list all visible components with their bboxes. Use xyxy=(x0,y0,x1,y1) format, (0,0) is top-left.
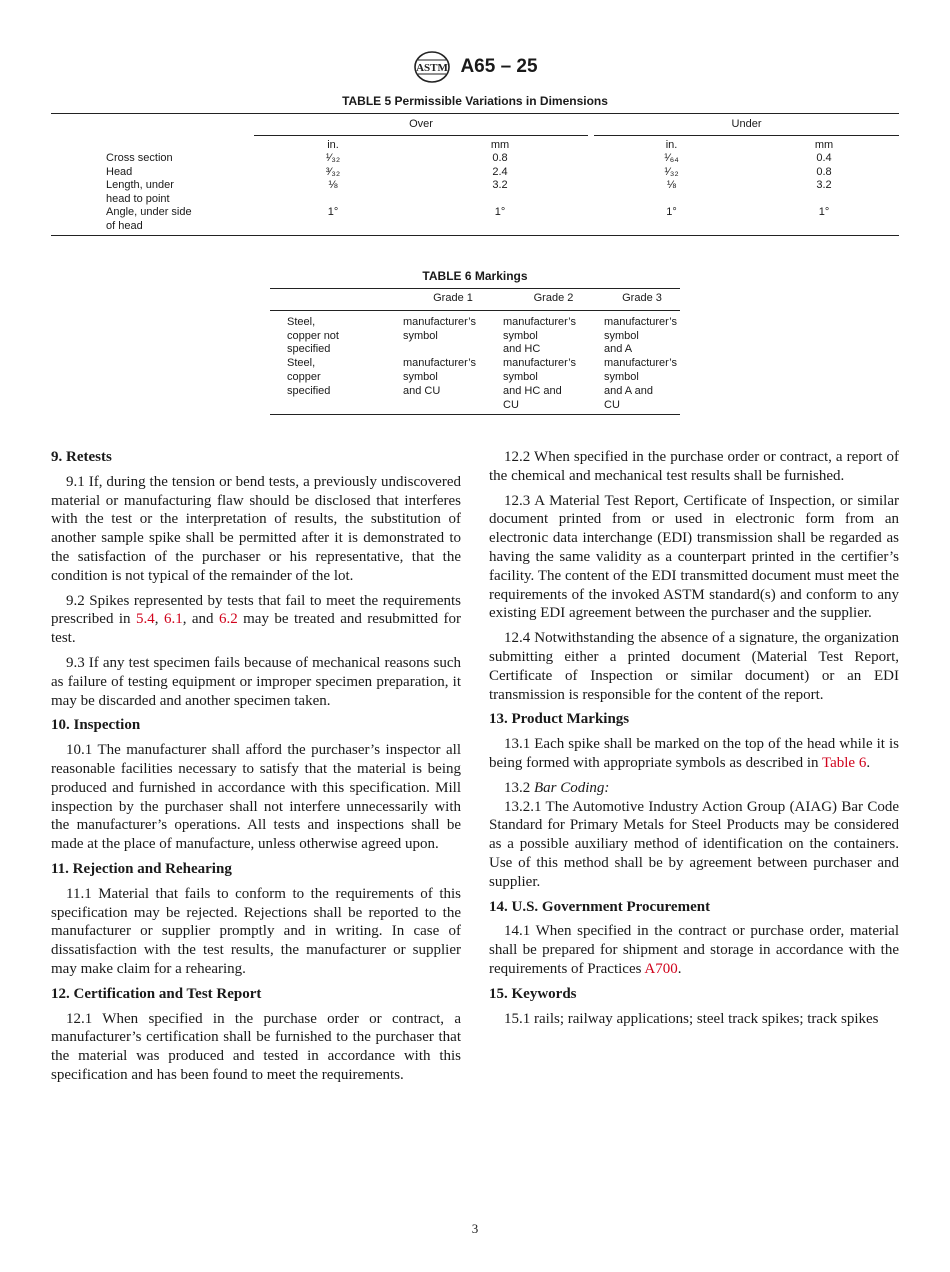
table6-line: copper not xyxy=(287,329,339,342)
table5-cell: 3.2 xyxy=(816,179,832,191)
table6-line: Steel, xyxy=(287,357,316,370)
table-row xyxy=(51,206,899,235)
table6-row-label xyxy=(270,357,403,414)
paragraph-13-2-1: 13.2.1 The Automotive Industry Action Group (AIAG) Bar Code Standard for Primary Metals for Steel Products may be considered as a possible auxiliary method of identification on the containers. Use of this method shall be by agreement between purchaser and supplier. xyxy=(489,798,899,890)
link-table-6[interactable]: Table 6 xyxy=(821,754,867,771)
paragraph-text: . xyxy=(677,960,682,977)
section-heading-rejection: 11. Rejection and Rehearing xyxy=(51,860,232,877)
table6-caption: TABLE 6 Markings xyxy=(422,269,528,283)
table5-cell: 0.8 xyxy=(492,152,508,164)
table6-cell xyxy=(403,357,503,414)
table6-cell xyxy=(604,310,680,357)
paragraph-10-1: 10.1 The manufacturer shall afford the purchaser’s inspector all reasonable facilities necessary to satisfy that the material is being produced and furnished in accordance with this specification. Mill inspection by the purchaser shall not interfere unnecessarily with the manufacturer’s operations. All tests and inspections shall be made at the place of manufacture, unless otherwise agreed upon. xyxy=(51,742,461,853)
table5-caption: TABLE 5 Permissible Variations in Dimensions xyxy=(342,94,608,108)
table5-row-label-line: of head xyxy=(106,219,143,232)
section-heading-inspection: 10. Inspection xyxy=(51,717,141,734)
table5-cell: ¹⁄₃₂ xyxy=(664,165,679,178)
table5-unit: in. xyxy=(327,138,339,151)
table5-cell: ¹⁄₃₂ xyxy=(325,152,341,164)
table6-line: symbol xyxy=(403,370,438,383)
table6-line: manufacturer’s xyxy=(604,315,677,328)
right-column xyxy=(489,448,899,1034)
section-heading-certification: 12. Certification and Test Report xyxy=(51,985,262,1002)
table5-row-label: Cross section xyxy=(106,152,173,164)
table-row xyxy=(270,310,680,357)
table5-cell: 1° xyxy=(666,206,677,218)
table5-unit: in. xyxy=(665,138,678,151)
subsection-title-bar-coding: Bar Coding: xyxy=(534,779,610,796)
table6-line: and A xyxy=(604,343,633,356)
table5-unit: mm xyxy=(490,138,510,151)
section-heading-retests: 9. Retests xyxy=(51,449,112,465)
table6-row-label xyxy=(270,310,403,357)
table6-cell xyxy=(403,310,503,357)
paragraph-12-3: 12.3 A Material Test Report, Certificate of Inspection, or similar document printed from or used in electronic form from an electronic data interchange (EDI) transmission shall be regarded as having the same validity as a counterpart printed in the certifier’s facility. The content of the EDI transmitted document must meet the requirements of the invoked ASTM standard(s) and conform to any existing EDI agreement between the purchaser and the supplier. xyxy=(489,492,899,622)
link-section-5-4[interactable]: 5.4 xyxy=(136,611,155,628)
paragraph-13-1 xyxy=(489,735,899,773)
table6-line: manufacturer’s xyxy=(403,315,476,328)
table6-cell xyxy=(503,357,604,414)
table6-line: copper xyxy=(287,370,321,383)
table6-line: CU xyxy=(503,398,519,411)
table6-line: symbol xyxy=(604,370,639,383)
page-header xyxy=(0,50,950,84)
paragraph-12-2: 12.2 When specified in the purchase order or contract, a report of the chemical and mechanical test results shall be furnished. xyxy=(489,449,899,484)
table5-row-label xyxy=(106,206,254,235)
table5-cell: 0.8 xyxy=(816,165,832,178)
paragraph-9-2 xyxy=(51,592,461,648)
table5-cell: ⅛ xyxy=(666,179,677,191)
paragraph-9-3: 9.3 If any test specimen fails because of mechanical reasons such as failure of testing equipment or improper specimen preparation, it may be discarded and another specimen taken. xyxy=(51,654,461,709)
paragraph-12-1: 12.1 When specified in the purchase order or contract, a manufacturer’s certification shall be furnished to the purchaser that the material was produced and tested in accordance with this specification and has been found to meet the requirements. xyxy=(51,1010,461,1083)
paragraph-text: 13.1 Each spike shall be marked on the top of the head while it is being formed with appropriate symbols as described in xyxy=(489,736,899,771)
table5-cell: ⅛ xyxy=(328,179,338,191)
link-section-6-2[interactable]: 6.2 xyxy=(218,611,238,628)
table-row xyxy=(51,179,899,206)
table6-line: specified xyxy=(287,343,331,356)
paragraph-text: may be treated and resubmitted for test. xyxy=(51,611,462,647)
table5-row-label-line: Angle, under side xyxy=(106,206,192,218)
table6-line: and HC xyxy=(503,343,541,356)
table6-header: Grade 1 xyxy=(403,289,503,310)
table6-line: symbol xyxy=(604,329,639,342)
table6-line: symbol xyxy=(503,329,538,342)
table6-line: manufacturer’s xyxy=(503,357,576,370)
paragraph-text: 9.2 Spikes represented by tests that fail to meet the requirements prescribed in xyxy=(51,592,461,628)
document-id: A65 – 25 xyxy=(460,56,538,77)
left-column xyxy=(51,448,461,1091)
table5-unit: mm xyxy=(814,138,834,151)
table5-group-over: Over xyxy=(254,114,588,135)
paragraph-14-1 xyxy=(489,922,899,978)
paragraph-text: 14.1 When specified in the contract or purchase order, material shall be prepared for shipment and storage in accordance with the requirements of Practices xyxy=(489,923,899,977)
table6-cell xyxy=(604,357,680,414)
page-number: 3 xyxy=(471,1221,479,1236)
paragraph-12-4: 12.4 Notwithstanding the absence of a signature, the organization submitting either a printed document (Material Test Report, Certificate of Inspection or similar document) or an EDI transmission is responsible for the content of the report. xyxy=(489,630,899,703)
section-heading-government-procurement: 14. U.S. Government Procurement xyxy=(489,898,711,915)
paragraph-text: 13.2 xyxy=(504,779,534,796)
table5-cell: 0.4 xyxy=(816,152,832,164)
table5-row-label-line: Length, under xyxy=(106,179,174,191)
table6-line: manufacturer’s xyxy=(503,315,576,328)
link-a700[interactable]: A700 xyxy=(644,960,678,977)
table6-line: and HC and xyxy=(503,384,562,397)
table6-cell xyxy=(503,310,604,357)
paragraph-text: . xyxy=(866,754,871,771)
table5-cell: 1° xyxy=(327,206,339,218)
table5-cell: 1° xyxy=(494,206,506,218)
paragraph-text: , and xyxy=(182,611,219,628)
section-heading-keywords: 15. Keywords xyxy=(489,985,577,1002)
table6-line: manufacturer’s xyxy=(604,357,677,370)
table5-cell: 1° xyxy=(818,206,830,218)
table6-line: symbol xyxy=(503,370,538,383)
table5 xyxy=(51,113,899,236)
astm-logo-icon xyxy=(412,50,452,84)
table5-group-under: Under xyxy=(594,114,899,135)
paragraph-13-2 xyxy=(489,779,899,798)
table6-line: Steel, xyxy=(287,315,316,328)
table5-row-label: Head xyxy=(106,165,133,178)
table6-header: Grade 3 xyxy=(604,289,680,310)
paragraph-15-1: 15.1 rails; railway applications; steel track spikes; track spikes xyxy=(504,1010,879,1027)
paragraph-text: , xyxy=(154,611,164,628)
table6-line: manufacturer’s xyxy=(403,357,476,370)
table6-line: specified xyxy=(287,384,331,397)
table5-row-label xyxy=(106,179,254,206)
table6-line: and CU xyxy=(403,384,441,397)
table6-header: Grade 2 xyxy=(503,289,604,310)
table-row xyxy=(270,357,680,414)
table6-line: symbol xyxy=(403,329,438,342)
table5-cell: ¹⁄₆₄ xyxy=(664,152,679,164)
table5-cell: 2.4 xyxy=(492,165,508,178)
link-section-6-1[interactable]: 6.1 xyxy=(163,611,183,628)
table5-row-label-line: head to point xyxy=(106,192,170,205)
section-heading-product-markings: 13. Product Markings xyxy=(489,711,630,728)
svg-text:ASTM: ASTM xyxy=(416,62,449,74)
table5-cell: ³⁄₃₂ xyxy=(325,165,341,178)
table6-line: and A and xyxy=(604,384,653,397)
table-row xyxy=(51,152,899,166)
table6 xyxy=(270,288,680,415)
paragraph-11-1: 11.1 Material that fails to conform to the requirements of this specification may be rejected. Rejections shall be reported to the manufacturer or supplier promptly and in writing. In case of dissatisfaction with the test results, the manufacturer or supplier may make claim for a rehearing. xyxy=(51,885,461,977)
table5-cell: 3.2 xyxy=(492,179,508,191)
table6-line: CU xyxy=(604,398,620,411)
paragraph-9-1: 9.1 If, during the tension or bend tests, a previously undiscovered material or manufacturing flaw should be disclosed that interferes with the test or the interpretation of results, the substitution of another sample spike shall be permitted after it is demonstrated to the satisfaction of the purchaser or his representative, that the condition is not typical of the remainder of the lot. xyxy=(51,473,461,584)
table-row xyxy=(51,166,899,180)
